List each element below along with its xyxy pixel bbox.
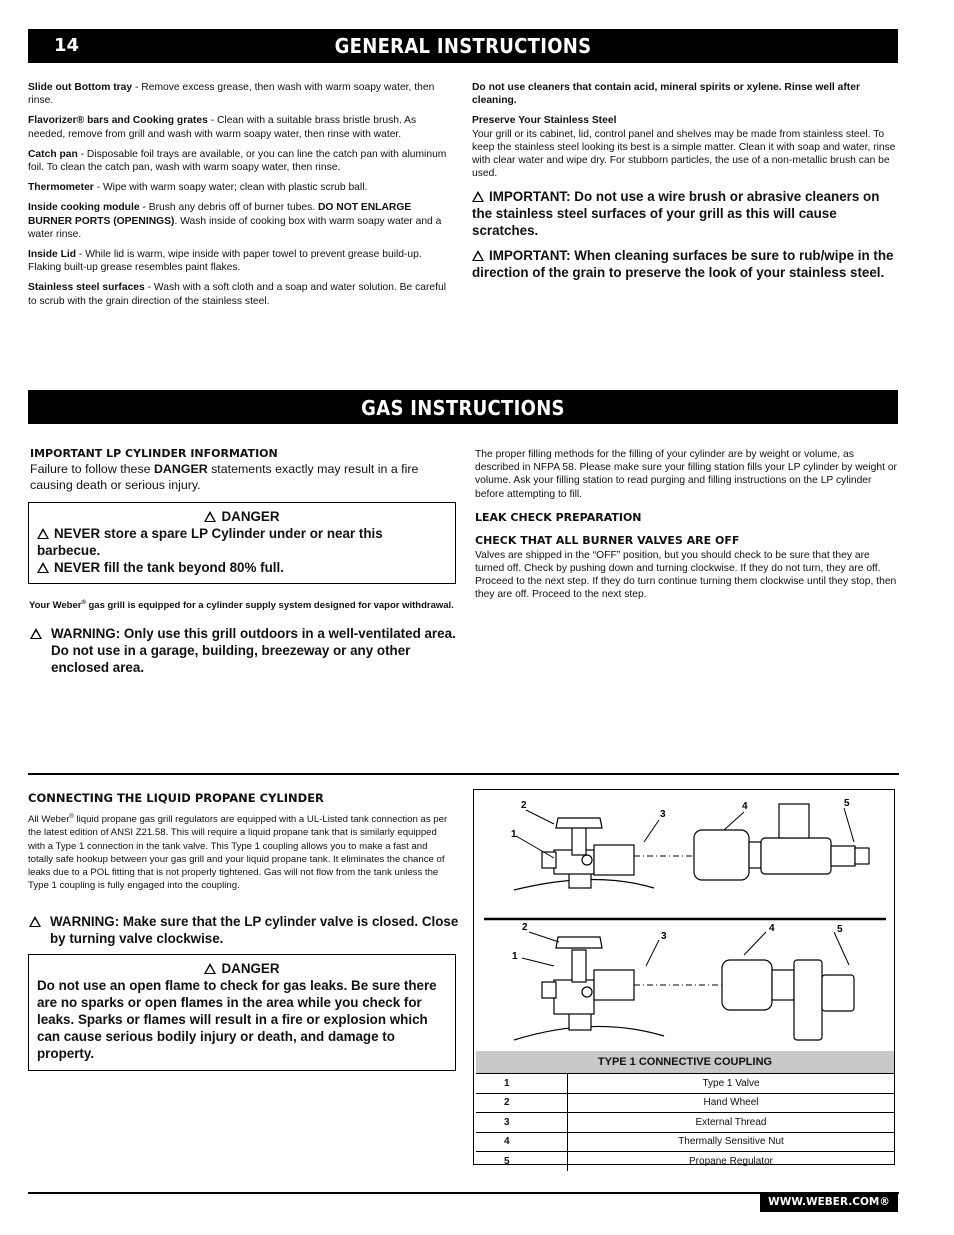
- warning-cylinder-valve: WARNING: Make sure that the LP cylinder valve is closed. Close by turning valve clockwise.: [29, 913, 470, 947]
- para-stainless: Stainless steel surfaces - Wash with a soft cloth and a soap and water solution. Be careful to scrub with the grain direction of the stainless steel.: [28, 282, 447, 307]
- parts-table-title: TYPE 1 CONNECTIVE COUPLING: [476, 1051, 894, 1074]
- valves-title: CHECK THAT ALL BURNER VALVES ARE OFF: [475, 533, 740, 547]
- danger-line-1: NEVER store a spare LP Cylinder under or near this barbecue.: [37, 526, 383, 558]
- table-row: 1 Type 1 Valve: [476, 1074, 894, 1094]
- lp-info-text: Failure to follow these DANGER statements exactly may result in a fire causing death or serious injury.: [30, 462, 419, 492]
- warning-triangle-icon: [37, 528, 49, 539]
- gas-title: GAS INSTRUCTIONS: [361, 396, 565, 420]
- general-right-column: [472, 81, 898, 289]
- danger-box-1: [28, 502, 456, 584]
- danger-text: Do not use an open flame to check for gas leaks. Be sure there are no sparks or open flames in the area while you check for leaks. Sparks or flames will result in a fire or explosion which can cause serious bodily injury or death, and damage to property.: [37, 978, 437, 1061]
- danger-title: DANGER: [29, 960, 455, 977]
- warning-triangle-icon: [29, 916, 41, 927]
- warning-triangle-icon: [30, 628, 42, 639]
- no-cleaners-note: Do not use cleaners that contain acid, mineral spirits or xylene. Rinse well after cleaning.: [472, 82, 860, 107]
- callout-top-5: 5: [844, 798, 850, 809]
- parts-table: [476, 1051, 894, 1171]
- gas-right-column: [475, 448, 898, 609]
- danger-line-2: NEVER fill the tank beyond 80% full.: [29, 559, 455, 576]
- connecting-title: CONNECTING THE LIQUID PROPANE CYLINDER: [28, 791, 324, 805]
- para-bottom-tray: Slide out Bottom tray - Remove excess grease, then wash with warm soapy water, then rinse.: [28, 82, 435, 107]
- callout-bottom-2: 2: [522, 922, 528, 933]
- callout-top-4: 4: [742, 801, 748, 812]
- table-row: 2 Hand Wheel: [476, 1093, 894, 1113]
- bottom-regulator-illustration: [722, 960, 854, 1040]
- callout-bottom-1: 1: [512, 951, 518, 962]
- leak-check-title: LEAK CHECK PREPARATION: [475, 510, 642, 524]
- page-number: 14: [54, 35, 80, 56]
- danger-title: DANGER: [29, 508, 455, 525]
- valves-text: Valves are shipped in the “OFF” position, but you should check to be sure that they are turned off. Check by pushing down and turning clockwise. If they do not turn, they are off. Proceed to the next step. If they do turn continue turning them clockwise until they stop, then they are off. Proceed to the next step.: [475, 549, 897, 601]
- connecting-text: All Weber® liquid propane gas grill regulators are equipped with a UL-Listed tank connection as per the latest edition of ANSI Z21.58. This will require a liquid propane tank that is similarly equipped with a Type 1 connection in the tank valve. This Type 1 coupling allows you to make a fast and totally safe hookup between your gas grill and your liquid propane tank. It eliminates the chance of leaks due to a POL fitting that is not properly tightened. Gas will not flow from the tank unless the Type 1 coupling is fully engaged into the coupling.: [28, 814, 448, 892]
- table-row: 5 Propane Regulator: [476, 1152, 894, 1171]
- page-title: GENERAL INSTRUCTIONS: [334, 34, 592, 58]
- section-header-general: [28, 29, 898, 63]
- important-grain: IMPORTANT: When cleaning surfaces be sure to rub/wipe in the direction of the grain to preserve the look of your stainless steel.: [472, 248, 894, 281]
- section-divider: [28, 773, 899, 775]
- preserve-text: Your grill or its cabinet, lid, control panel and shelves may be made from stainless steel. To keep the stainless steel looking its best is a simple matter. Clean it with soap and water, rinse with clear water and wipe dry. For stubborn particles, the use of a non-metallic brush can be used.: [472, 128, 896, 180]
- top-valve-illustration: [514, 818, 654, 890]
- bottom-valve-illustration: [514, 937, 664, 1040]
- callout-bottom-5: 5: [837, 924, 843, 935]
- supply-note: Your Weber® gas grill is equipped for a cylinder supply system designed for vapor withdrawal.: [29, 600, 454, 612]
- section-header-gas: [28, 390, 898, 424]
- connecting-section: [28, 791, 454, 899]
- callout-top-1: 1: [511, 829, 517, 840]
- warning-outdoors: WARNING: Only use this grill outdoors in a well-ventilated area. Do not use in a garage, building, breezeway or any other enclosed area.: [30, 625, 471, 676]
- warning-triangle-icon: [37, 562, 49, 573]
- website-link[interactable]: WWW.WEBER.COM®: [760, 1193, 898, 1212]
- lp-info: [30, 447, 450, 493]
- table-row: 4 Thermally Sensitive Nut: [476, 1132, 894, 1152]
- callout-bottom-4: 4: [769, 923, 775, 934]
- general-left-column: [28, 81, 448, 315]
- coupling-diagram: [474, 790, 894, 1052]
- callout-bottom-3: 3: [661, 931, 667, 942]
- warning-triangle-icon: [204, 511, 216, 522]
- callout-top-2: 2: [521, 800, 527, 811]
- para-flavorizer: Flavorizer® bars and Cooking grates - Clean with a suitable brass bristle brush. As needed, remove from grill and wash with warm soapy water, then rinse with water.: [28, 115, 417, 140]
- warning-triangle-icon: [472, 191, 484, 202]
- callout-top-3: 3: [660, 809, 666, 820]
- warning-triangle-icon: [204, 963, 216, 974]
- top-regulator-illustration: [694, 804, 869, 880]
- para-thermometer: Thermometer - Wipe with warm soapy water; clean with plastic scrub ball.: [28, 182, 368, 194]
- important-wire-brush: IMPORTANT: Do not use a wire brush or abrasive cleaners on the stainless steel surfaces of your grill as this will cause scratches.: [472, 189, 880, 239]
- danger-box-2: [28, 954, 456, 1071]
- parts-table-header: [476, 1051, 894, 1074]
- para-catch-pan: Catch pan - Disposable foil trays are available, or you can line the catch pan with aluminum foil. To clean the catch pan, wash with warm soapy water, then rinse.: [28, 148, 447, 174]
- warning-triangle-icon: [472, 250, 484, 261]
- para-inside-lid: Inside Lid - While lid is warm, wipe inside with paper towel to prevent grease build-up. Flaking built-up grease resembles paint flakes.: [28, 249, 422, 274]
- lp-info-title: IMPORTANT LP CYLINDER INFORMATION: [30, 447, 278, 460]
- table-row: 3 External Thread: [476, 1113, 894, 1133]
- preserve-title: Preserve Your Stainless Steel: [472, 115, 617, 127]
- para-cooking-module: Inside cooking module - Brush any debris off of burner tubes. DO NOT ENLARGE BURNER PORTS (OPENINGS). Wash inside of cooking box with warm soapy water and a water rinse.: [28, 202, 442, 240]
- filling-text: The proper filling methods for the filling of your cylinder are by weight or volume, as described in NFPA 58. Please make sure your filling station fills your LP cylinder by weight or volume. Ask your filling station to read purging and filling instructions on the LP cylinder before attempting to fill.: [475, 449, 897, 500]
